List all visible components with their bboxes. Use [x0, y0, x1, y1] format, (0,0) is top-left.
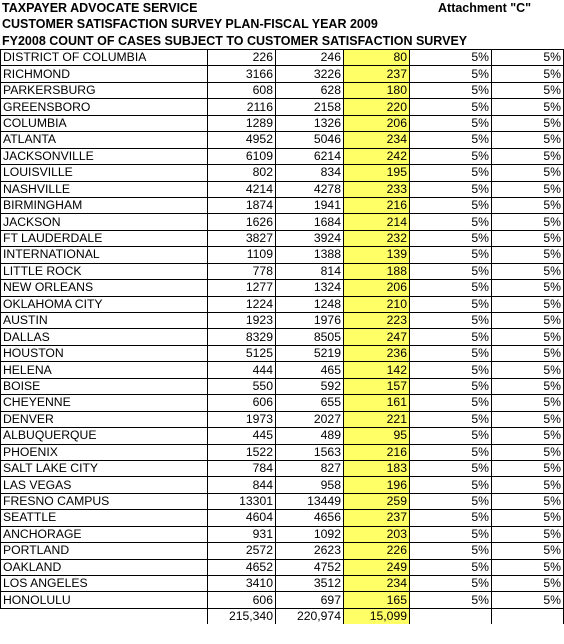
count-cell: 606 [208, 395, 276, 411]
count-cell: 489 [276, 428, 344, 444]
percent-cell: 5% [410, 510, 492, 526]
office-cell: HOUSTON [1, 345, 208, 361]
percent-cell: 5% [492, 362, 564, 378]
percent-cell: 5% [410, 197, 492, 213]
percent-cell: 5% [492, 592, 564, 608]
count-cell: 4952 [208, 132, 276, 148]
percent-cell: 5% [492, 526, 564, 542]
count-cell: 592 [276, 378, 344, 394]
percent-cell: 5% [492, 411, 564, 427]
percent-cell: 5% [410, 477, 492, 493]
percent-cell: 5% [492, 559, 564, 575]
table-row [1, 165, 564, 181]
percent-cell: 5% [492, 395, 564, 411]
table-row [1, 50, 564, 66]
header-title: TAXPAYER ADVOCATE SERVICE [2, 1, 198, 15]
table-row [1, 477, 564, 493]
percent-cell: 5% [492, 115, 564, 131]
percent-cell: 5% [410, 526, 492, 542]
count-cell: 8329 [208, 329, 276, 345]
count-cell: 1324 [276, 280, 344, 296]
table-row [1, 214, 564, 230]
header-description: FY2008 COUNT OF CASES SUBJECT TO CUSTOMER SATISFACTION SURVEY [2, 34, 468, 48]
office-cell: OKLAHOMA CITY [1, 296, 208, 312]
count-cell: 4278 [276, 181, 344, 197]
table-row [1, 313, 564, 329]
count-cell: 445 [208, 428, 276, 444]
survey-count-cell: 203 [344, 526, 410, 542]
count-cell: 1224 [208, 296, 276, 312]
table-row [1, 395, 564, 411]
count-cell: 2572 [208, 543, 276, 559]
percent-cell: 5% [410, 378, 492, 394]
table-row [1, 280, 564, 296]
count-cell: 4652 [208, 559, 276, 575]
table-row [1, 460, 564, 476]
survey-count-cell: 216 [344, 444, 410, 460]
percent-cell: 5% [492, 460, 564, 476]
survey-count-cell: 214 [344, 214, 410, 230]
count-cell: 2158 [276, 99, 344, 115]
percent-cell: 5% [492, 263, 564, 279]
survey-count-cell: 249 [344, 559, 410, 575]
survey-count-cell: 221 [344, 411, 410, 427]
office-cell: LOS ANGELES [1, 576, 208, 592]
survey-count-cell: 206 [344, 115, 410, 131]
count-cell: 444 [208, 362, 276, 378]
survey-count-cell: 95 [344, 428, 410, 444]
survey-count-cell: 236 [344, 345, 410, 361]
percent-cell: 5% [492, 296, 564, 312]
count-cell: 5046 [276, 132, 344, 148]
table-row [1, 444, 564, 460]
table-row [1, 378, 564, 394]
percent-cell: 5% [410, 115, 492, 131]
survey-count-cell: 180 [344, 82, 410, 98]
survey-count-cell: 226 [344, 543, 410, 559]
percent-cell: 5% [410, 428, 492, 444]
table-row [1, 543, 564, 559]
table-row [1, 329, 564, 345]
percent-cell: 5% [492, 230, 564, 246]
count-cell: 697 [276, 592, 344, 608]
office-cell: PHOENIX [1, 444, 208, 460]
count-cell: 226 [208, 50, 276, 66]
survey-count-cell: 234 [344, 132, 410, 148]
office-cell: NEW ORLEANS [1, 280, 208, 296]
percent-cell: 5% [492, 329, 564, 345]
percent-cell: 5% [492, 345, 564, 361]
percent-cell: 5% [492, 181, 564, 197]
table-row [1, 99, 564, 115]
percent-cell: 5% [410, 543, 492, 559]
table-row [1, 576, 564, 592]
table-row [1, 428, 564, 444]
total-cell: 215,340 [208, 608, 276, 624]
survey-count-cell: 216 [344, 197, 410, 213]
count-cell: 1973 [208, 411, 276, 427]
percent-cell: 5% [410, 362, 492, 378]
count-cell: 6214 [276, 148, 344, 164]
table-row [1, 197, 564, 213]
table-row [1, 115, 564, 131]
percent-cell: 5% [410, 99, 492, 115]
table-row [1, 493, 564, 509]
count-cell: 608 [208, 82, 276, 98]
office-cell: AUSTIN [1, 313, 208, 329]
survey-count-cell: 237 [344, 66, 410, 82]
count-cell: 802 [208, 165, 276, 181]
office-cell: SALT LAKE CITY [1, 460, 208, 476]
office-cell: ATLANTA [1, 132, 208, 148]
percent-cell: 5% [492, 165, 564, 181]
office-cell: GREENSBORO [1, 99, 208, 115]
survey-count-cell: 232 [344, 230, 410, 246]
count-cell: 1522 [208, 444, 276, 460]
count-cell: 1277 [208, 280, 276, 296]
percent-cell: 5% [410, 592, 492, 608]
office-cell: JACKSONVILLE [1, 148, 208, 164]
percent-cell: 5% [410, 444, 492, 460]
percent-cell: 5% [492, 132, 564, 148]
survey-count-cell: 237 [344, 510, 410, 526]
table-row [1, 510, 564, 526]
count-cell: 5125 [208, 345, 276, 361]
office-cell: OAKLAND [1, 559, 208, 575]
count-cell: 6109 [208, 148, 276, 164]
survey-count-cell: 183 [344, 460, 410, 476]
survey-count-cell: 210 [344, 296, 410, 312]
count-cell: 834 [276, 165, 344, 181]
count-cell: 3410 [208, 576, 276, 592]
count-cell: 2623 [276, 543, 344, 559]
table-row [1, 263, 564, 279]
office-cell: RICHMOND [1, 66, 208, 82]
survey-count-cell: 242 [344, 148, 410, 164]
percent-cell: 5% [410, 280, 492, 296]
office-cell: LOUISVILLE [1, 165, 208, 181]
count-cell: 1092 [276, 526, 344, 542]
percent-cell: 5% [410, 493, 492, 509]
office-cell: PARKERSBURG [1, 82, 208, 98]
percent-cell: 5% [492, 99, 564, 115]
table-row [1, 362, 564, 378]
office-cell: DALLAS [1, 329, 208, 345]
percent-cell: 5% [492, 82, 564, 98]
count-cell: 3226 [276, 66, 344, 82]
survey-count-cell: 247 [344, 329, 410, 345]
percent-cell: 5% [492, 313, 564, 329]
count-cell: 13449 [276, 493, 344, 509]
office-cell: PORTLAND [1, 543, 208, 559]
percent-cell: 5% [410, 132, 492, 148]
survey-count-cell: 233 [344, 181, 410, 197]
percent-cell: 5% [492, 197, 564, 213]
empty-cell [492, 608, 564, 624]
percent-cell: 5% [410, 165, 492, 181]
count-cell: 931 [208, 526, 276, 542]
table-row [1, 592, 564, 608]
table-row [1, 526, 564, 542]
percent-cell: 5% [492, 428, 564, 444]
percent-cell: 5% [492, 378, 564, 394]
survey-count-cell: 223 [344, 313, 410, 329]
survey-count-cell: 80 [344, 50, 410, 66]
count-cell: 814 [276, 263, 344, 279]
percent-cell: 5% [410, 296, 492, 312]
count-cell: 1248 [276, 296, 344, 312]
percent-cell: 5% [410, 230, 492, 246]
totals-label-cell [1, 608, 208, 624]
percent-cell: 5% [492, 247, 564, 263]
office-cell: COLUMBIA [1, 115, 208, 131]
count-cell: 827 [276, 460, 344, 476]
count-cell: 1563 [276, 444, 344, 460]
percent-cell: 5% [410, 82, 492, 98]
table-row [1, 148, 564, 164]
percent-cell: 5% [492, 148, 564, 164]
count-cell: 4752 [276, 559, 344, 575]
table-row [1, 559, 564, 575]
count-cell: 246 [276, 50, 344, 66]
count-cell: 1684 [276, 214, 344, 230]
survey-count-cell: 195 [344, 165, 410, 181]
count-cell: 2027 [276, 411, 344, 427]
percent-cell: 5% [492, 576, 564, 592]
count-cell: 1941 [276, 197, 344, 213]
office-cell: HELENA [1, 362, 208, 378]
office-cell: HONOLULU [1, 592, 208, 608]
header-subtitle: CUSTOMER SATISFACTION SURVEY PLAN-FISCAL YEAR 2009 [2, 17, 378, 31]
office-cell: BOISE [1, 378, 208, 394]
percent-cell: 5% [410, 181, 492, 197]
table-row [1, 66, 564, 82]
office-cell: FRESNO CAMPUS [1, 493, 208, 509]
percent-cell: 5% [492, 510, 564, 526]
totals-row [1, 608, 564, 624]
survey-count-cell: 220 [344, 99, 410, 115]
survey-count-cell: 139 [344, 247, 410, 263]
office-cell: NASHVILLE [1, 181, 208, 197]
percent-cell: 5% [492, 493, 564, 509]
table-row [1, 82, 564, 98]
office-cell: LITTLE ROCK [1, 263, 208, 279]
percent-cell: 5% [410, 345, 492, 361]
office-cell: JACKSON [1, 214, 208, 230]
count-cell: 1388 [276, 247, 344, 263]
survey-count-cell: 188 [344, 263, 410, 279]
survey-count-cell: 165 [344, 592, 410, 608]
survey-count-cell: 196 [344, 477, 410, 493]
survey-count-cell: 206 [344, 280, 410, 296]
percent-cell: 5% [492, 543, 564, 559]
count-cell: 3512 [276, 576, 344, 592]
total-survey-cell: 15,099 [344, 608, 410, 624]
table-row [1, 411, 564, 427]
count-cell: 8505 [276, 329, 344, 345]
survey-count-cell: 142 [344, 362, 410, 378]
count-cell: 1109 [208, 247, 276, 263]
count-cell: 1923 [208, 313, 276, 329]
office-cell: SEATTLE [1, 510, 208, 526]
office-cell: BIRMINGHAM [1, 197, 208, 213]
percent-cell: 5% [492, 214, 564, 230]
percent-cell: 5% [410, 247, 492, 263]
percent-cell: 5% [410, 329, 492, 345]
percent-cell: 5% [410, 460, 492, 476]
percent-cell: 5% [492, 477, 564, 493]
count-cell: 550 [208, 378, 276, 394]
attachment-label: Attachment "C" [438, 1, 532, 15]
survey-table [0, 49, 564, 624]
count-cell: 1289 [208, 115, 276, 131]
office-cell: CHEYENNE [1, 395, 208, 411]
office-cell: INTERNATIONAL [1, 247, 208, 263]
percent-cell: 5% [410, 576, 492, 592]
count-cell: 655 [276, 395, 344, 411]
percent-cell: 5% [410, 148, 492, 164]
percent-cell: 5% [410, 263, 492, 279]
survey-count-cell: 234 [344, 576, 410, 592]
table-row [1, 181, 564, 197]
count-cell: 465 [276, 362, 344, 378]
count-cell: 4604 [208, 510, 276, 526]
count-cell: 3827 [208, 230, 276, 246]
count-cell: 1326 [276, 115, 344, 131]
office-cell: DISTRICT OF COLUMBIA [1, 50, 208, 66]
percent-cell: 5% [410, 50, 492, 66]
count-cell: 13301 [208, 493, 276, 509]
survey-count-cell: 161 [344, 395, 410, 411]
percent-cell: 5% [410, 395, 492, 411]
percent-cell: 5% [410, 559, 492, 575]
count-cell: 3166 [208, 66, 276, 82]
count-cell: 1874 [208, 197, 276, 213]
count-cell: 1626 [208, 214, 276, 230]
table-row [1, 296, 564, 312]
percent-cell: 5% [492, 50, 564, 66]
office-cell: LAS VEGAS [1, 477, 208, 493]
percent-cell: 5% [410, 411, 492, 427]
survey-count-cell: 157 [344, 378, 410, 394]
count-cell: 4214 [208, 181, 276, 197]
percent-cell: 5% [410, 214, 492, 230]
count-cell: 1976 [276, 313, 344, 329]
count-cell: 784 [208, 460, 276, 476]
table-row [1, 345, 564, 361]
office-cell: DENVER [1, 411, 208, 427]
percent-cell: 5% [492, 444, 564, 460]
office-cell: ALBUQUERQUE [1, 428, 208, 444]
empty-cell [410, 608, 492, 624]
count-cell: 4656 [276, 510, 344, 526]
survey-count-cell: 259 [344, 493, 410, 509]
count-cell: 5219 [276, 345, 344, 361]
percent-cell: 5% [492, 66, 564, 82]
count-cell: 628 [276, 82, 344, 98]
count-cell: 2116 [208, 99, 276, 115]
count-cell: 778 [208, 263, 276, 279]
total-cell: 220,974 [276, 608, 344, 624]
count-cell: 3924 [276, 230, 344, 246]
survey-table-body [1, 50, 564, 625]
count-cell: 844 [208, 477, 276, 493]
table-row [1, 132, 564, 148]
table-row [1, 247, 564, 263]
percent-cell: 5% [410, 66, 492, 82]
percent-cell: 5% [410, 313, 492, 329]
office-cell: FT LAUDERDALE [1, 230, 208, 246]
office-cell: ANCHORAGE [1, 526, 208, 542]
table-row [1, 230, 564, 246]
count-cell: 958 [276, 477, 344, 493]
percent-cell: 5% [492, 280, 564, 296]
count-cell: 606 [208, 592, 276, 608]
